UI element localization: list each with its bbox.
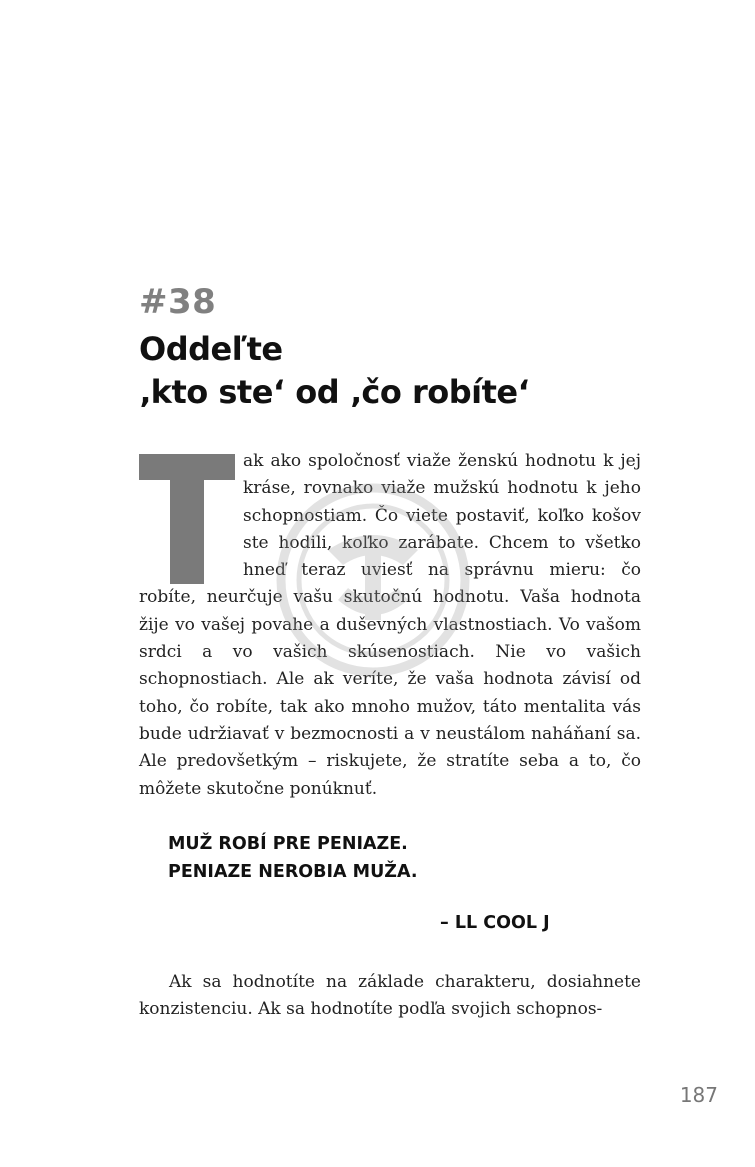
body-paragraph-1: [139, 448, 641, 803]
body-paragraph-1-text: ak ako spoločnosť viaže ženskú hodnotu k jej kráse, rovnako viaže mužskú hodnotu k jeho schopnostiam. Čo viete postaviť, koľko košov ste hodili, koľko zarábate. Chcem to všetko hneď teraz uviesť na správnu mieru: čo robíte, neurčuje vašu skutočnú hodnotu. Vaša hodnota žije vo vašej povahe a duševných vlastnostiach. Vo vašom srdci a vo vašich skúsenostiach. Nie vo vašich schopnostiach. Ale ak veríte, že vaša hodnota závisí od toho, čo robíte, tak ako mnoho mužov, táto mentalita vás bude udržiavať v bezmocnosti a v neustálom naháňaní sa. Ale predovšetkým – riskujete, že stratíte seba a to, čo môžete skutočne ponúknuť.: [139, 451, 641, 799]
quote-block: [168, 830, 418, 886]
page-number: 187: [679, 1083, 718, 1107]
chapter-title-line-2: ‚kto ste‘ od ‚čo robíte‘: [139, 373, 530, 411]
quote-author: – LL COOL J: [440, 913, 550, 933]
quote-line-2: PENIAZE NEROBIA MUŽA.: [168, 862, 418, 882]
chapter-number: #38: [139, 282, 217, 322]
quote-line-1: MUŽ ROBÍ PRE PENIAZE.: [168, 834, 408, 854]
drop-cap-letter-icon: [139, 454, 235, 584]
drop-cap: [139, 454, 235, 584]
chapter-title: [139, 328, 529, 414]
chapter-title-line-1: Oddeľte: [139, 330, 283, 368]
body-paragraph-2: Ak sa hodnotíte na základe charakteru, dosiahnete konzistenciu. Ak sa hodnotíte podľa svojich schopnos-: [139, 972, 641, 1020]
